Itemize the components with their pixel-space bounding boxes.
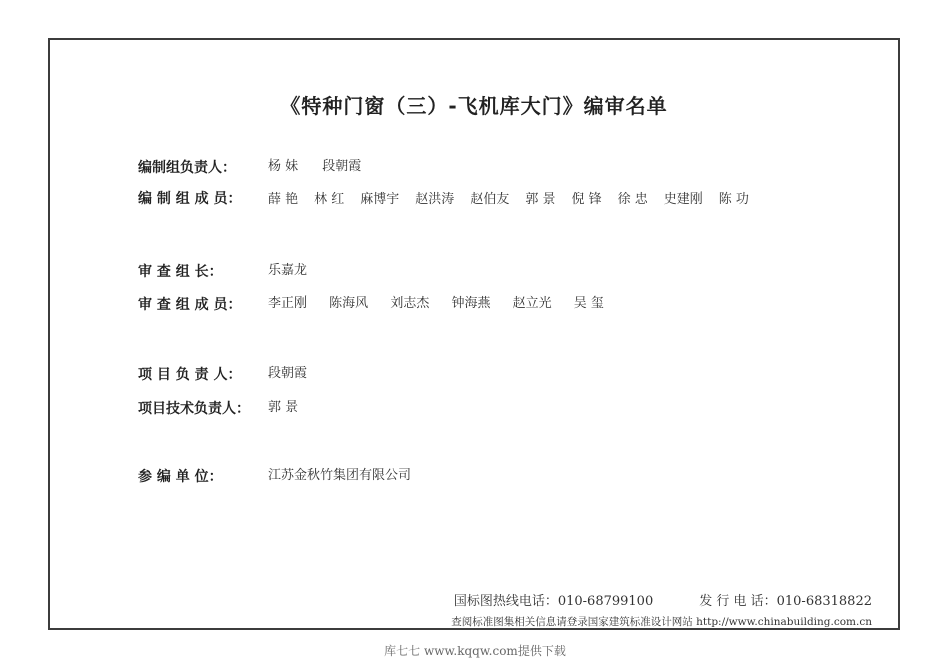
section-value [268, 294, 604, 313]
name: 麻博宇 [360, 192, 400, 207]
section-review-members [138, 294, 604, 314]
section-value: 江苏金秋竹集团有限公司 [268, 468, 412, 483]
section-value: 乐嘉龙 [268, 263, 308, 278]
name: 段朝霞 [322, 159, 362, 174]
name: 郭 景 [525, 192, 556, 207]
name: 李正刚 [268, 296, 308, 311]
name: 赵洪涛 [415, 192, 455, 207]
document-title: 《特种门窗（三）-飞机库大门》编审名单 [280, 94, 668, 118]
section-label: 项目技术负责人： [138, 401, 250, 417]
section-participating-unit [138, 466, 411, 486]
name: 刘志杰 [390, 296, 430, 311]
names-list [268, 186, 808, 213]
section-chief-editor [138, 157, 361, 177]
footer-website-note: 查阅标准图集相关信息请登录国家建筑标准设计网站 http://www.chinabuilding.com.cn [451, 616, 872, 628]
name: 赵立光 [512, 296, 552, 311]
section-editor-members [138, 186, 808, 213]
section-label: 审 查 组 长： [138, 264, 223, 280]
name: 陈海风 [329, 296, 369, 311]
name: 杨 妹 [268, 159, 299, 174]
footer-phones [454, 590, 872, 609]
name: 徐 忠 [617, 192, 648, 207]
hotline-text: 国标图热线电话：010-68799100 [453, 594, 654, 609]
section-review-leader [138, 261, 307, 281]
download-caption: 库七七 www.kqqw.com提供下载 [384, 644, 566, 658]
name: 薛 艳 [268, 192, 299, 207]
section-value [268, 157, 361, 176]
name: 陈 功 [718, 192, 749, 207]
section-technical-lead [138, 398, 298, 418]
section-label: 审 查 组 成 员： [138, 297, 242, 313]
name: 吴 玺 [573, 296, 604, 311]
section-value: 段朝霞 [268, 366, 308, 381]
name: 赵伯友 [470, 192, 510, 207]
section-label: 编制组负责人： [138, 160, 236, 176]
section-label: 项 目 负 责 人： [138, 367, 242, 383]
name: 林 红 [314, 192, 345, 207]
name: 史建刚 [663, 192, 703, 207]
name: 钟海燕 [451, 296, 491, 311]
section-label: 参 编 单 位： [138, 469, 223, 485]
document-frame [48, 38, 900, 630]
name: 倪 锋 [571, 192, 602, 207]
section-value: 郭 景 [268, 400, 299, 415]
section-project-lead [138, 364, 307, 384]
section-label: 编 制 组 成 员： [138, 191, 242, 207]
issue-phone-text: 发 行 电 话：010-68318822 [699, 594, 872, 609]
